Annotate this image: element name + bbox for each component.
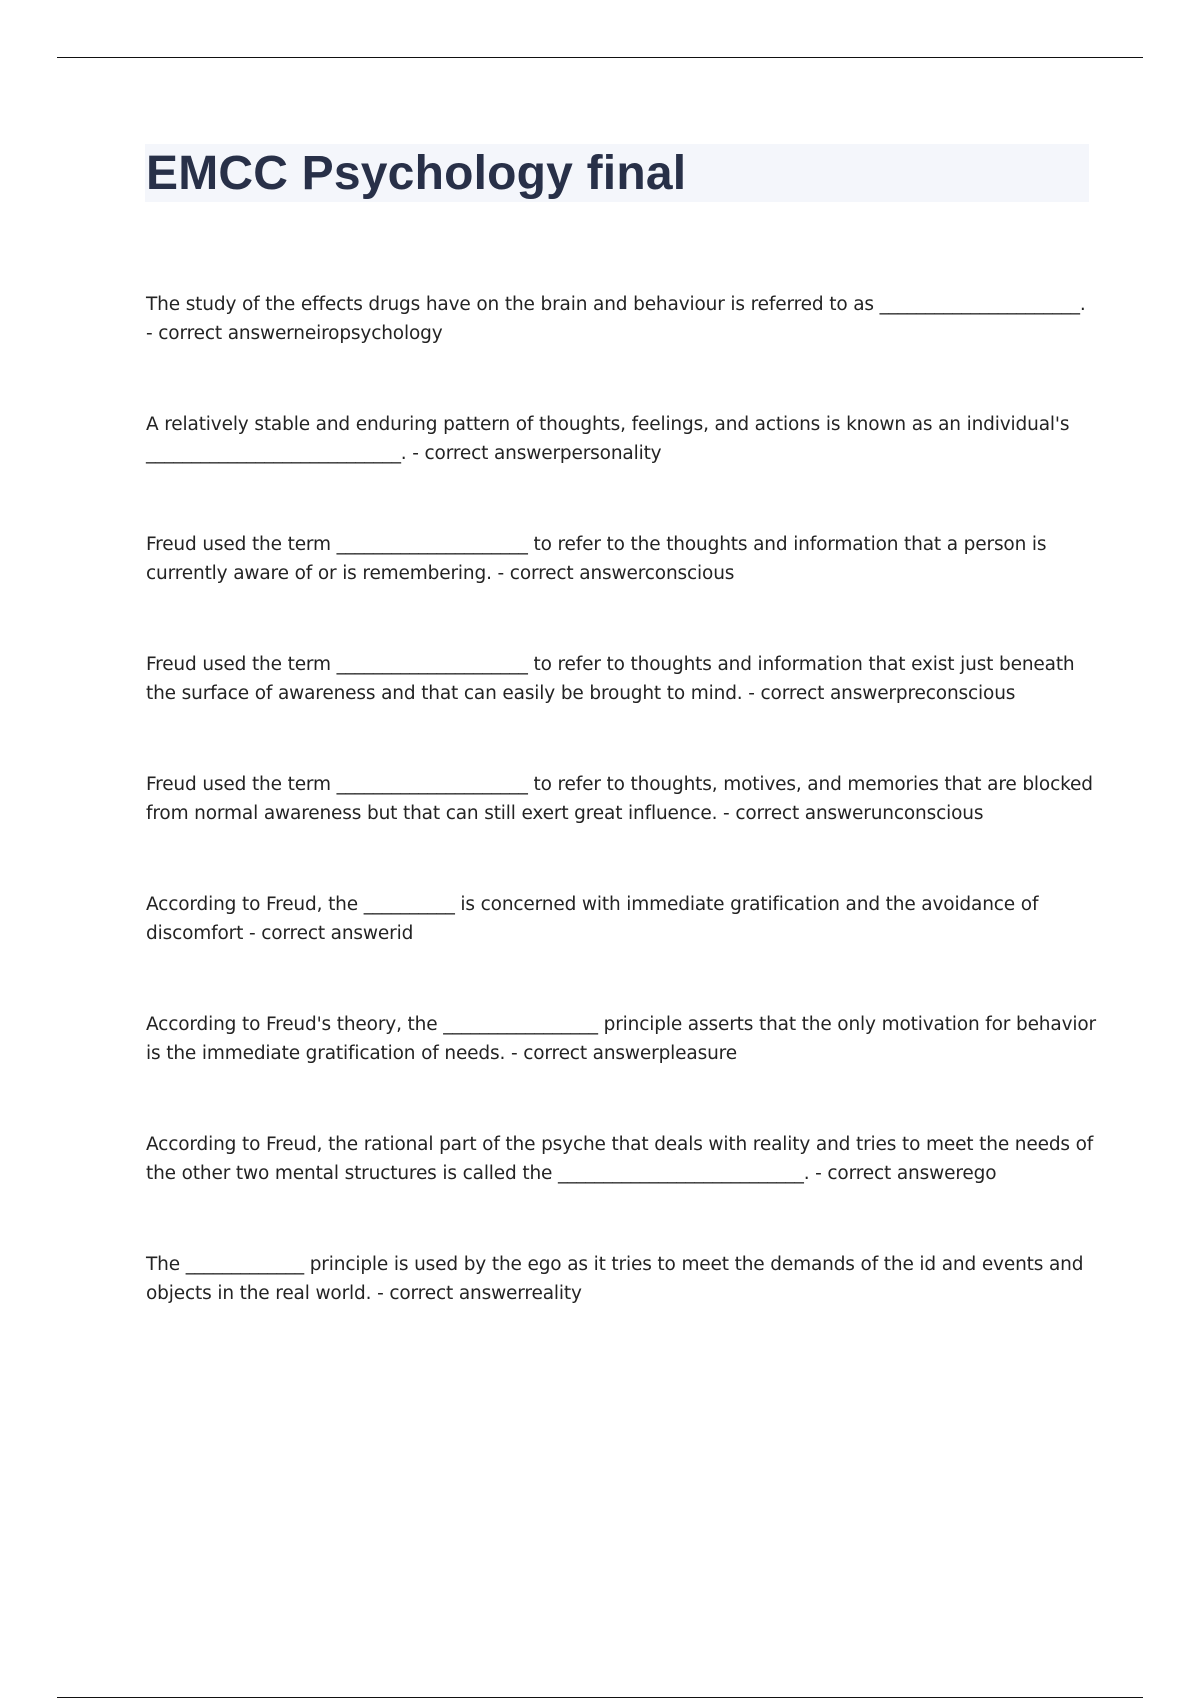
question-item bbox=[146, 530, 1096, 650]
question-item bbox=[146, 1130, 1096, 1250]
question-text: According to Freud, the __________ is concerned with immediate gratification and the avoidance of discomfort - correct answerid bbox=[146, 894, 1039, 944]
question-item bbox=[146, 890, 1096, 1010]
question-item bbox=[146, 1250, 1096, 1370]
question-text: The study of the effects drugs have on the brain and behaviour is referred to as ______________________. - correct answerneiropsychology bbox=[146, 294, 1086, 344]
question-text: Freud used the term _____________________ to refer to the thoughts and information that a person is currently aware of or is remembering. - correct answerconscious bbox=[146, 534, 1047, 584]
question-text: According to Freud's theory, the _________________ principle asserts that the only motivation for behavior is the immediate gratification of needs. - correct answerpleasure bbox=[146, 1014, 1096, 1064]
question-list bbox=[146, 290, 1096, 1370]
question-item bbox=[146, 410, 1096, 530]
header-rule bbox=[57, 57, 1143, 58]
question-text: A relatively stable and enduring pattern of thoughts, feelings, and actions is known as an individual's ____________________________. - correct answerpersonality bbox=[146, 414, 1070, 464]
question-item bbox=[146, 770, 1096, 890]
question-item bbox=[146, 1010, 1096, 1130]
question-text: According to Freud, the rational part of the psyche that deals with reality and tries to meet the needs of the other two mental structures is called the ___________________________. - correct answerego bbox=[146, 1134, 1094, 1184]
question-item bbox=[146, 290, 1096, 410]
document-title: EMCC Psychology final bbox=[146, 147, 687, 200]
question-text: Freud used the term _____________________ to refer to thoughts and information that exist just beneath the surface of awareness and that can easily be brought to mind. - correct answerpreconscious bbox=[146, 654, 1075, 704]
footer-rule bbox=[57, 1697, 1143, 1698]
question-text: Freud used the term _____________________ to refer to thoughts, motives, and memories that are blocked from normal awareness but that can still exert great influence. - correct answerunconscious bbox=[146, 774, 1093, 824]
question-text: The _____________ principle is used by the ego as it tries to meet the demands of the id and events and objects in the real world. - correct answerreality bbox=[146, 1254, 1084, 1304]
question-item bbox=[146, 650, 1096, 770]
